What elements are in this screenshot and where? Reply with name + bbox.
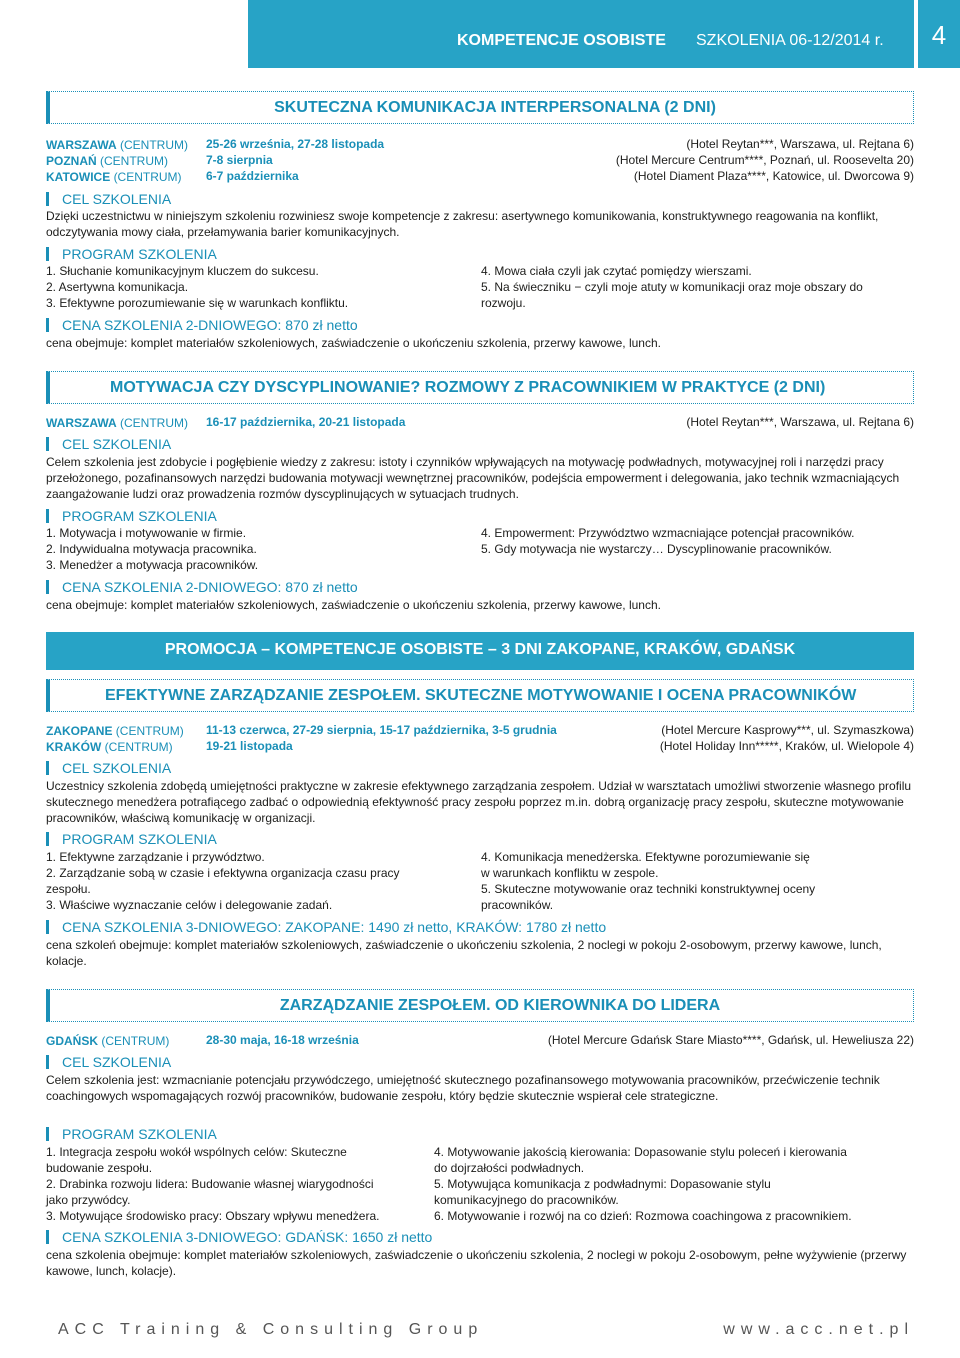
s3-dates-1: 11-13 czerwca, 27-29 sierpnia, 15-17 października, 3-5 grudnia [206, 723, 557, 737]
s3-dates-2: 19-21 listopada [206, 739, 293, 753]
s3-hotel-1: (Hotel Mercure Kasprowy***, ul. Szymaszkowa) [661, 723, 914, 737]
footer-website[interactable]: www.acc.net.pl [723, 1321, 914, 1338]
header-title: KOMPETENCJE OSOBISTE [457, 32, 666, 49]
s3-location-2: KRAKÓW (CENTRUM) [46, 740, 173, 754]
header-bar [248, 0, 914, 68]
s3-program-heading: PROGRAM SZKOLENIA [46, 832, 217, 846]
section-3-title-box [46, 679, 914, 712]
s1-cel-heading: CEL SZKOLENIA [46, 192, 171, 206]
s1-location-1: WARSZAWA (CENTRUM) [46, 138, 189, 152]
s1-location-3: KATOWICE (CENTRUM) [46, 170, 182, 184]
s4-program-right: 4. Motywowanie jakością kierowania: Dopasowanie stylu poleceń i kierowania do dojrzałości podwładnych. 5. Motywująca komunikacja z podwładnymi: Dopasowanie stylu komunikacyjnego do pracowników. 6. Motywowanie i rozwój na co dzień: Rozmowa coachingowa z pracownikiem. [434, 1145, 852, 1223]
s4-cel-heading: CEL SZKOLENIA [46, 1055, 171, 1069]
s2-cel-text: Celem szkolenia jest zdobycie i pogłębienie wiedzy z zakresu: istoty i czynników wpływających na motywację podwładnych, motywacyjnej roli i narzędzi pracy przełożonego, pozafinansowych narzędzi budowania motywacji wewnętrznej pracowników, podejścia empowerment i delegowania, jako technik wzmacniających zaangażowanie ludzi oraz prowadzenia rozmów dyscyplinujących w sytuacjach trudnych. [46, 455, 900, 501]
s3-location-1: ZAKOPANE (CENTRUM) [46, 724, 184, 738]
s1-dates-2: 7-8 sierpnia [206, 153, 273, 167]
s3-cel-heading: CEL SZKOLENIA [46, 761, 171, 775]
s4-dates-1: 28-30 maja, 16-18 września [206, 1033, 359, 1047]
s1-program-right: 4. Mowa ciała czyli jak czytać pomiędzy wierszami. 5. Na świeczniku − czyli moje atuty w komunikacji oraz moje obszary do rozwoju. [481, 264, 863, 310]
s4-hotel-1: (Hotel Mercure Gdańsk Stare Miasto****, Gdańsk, ul. Heweliusza 22) [547, 1033, 914, 1047]
section-1-title: SKUTECZNA KOMUNIKACJA INTERPERSONALNA (2 DNI) [274, 99, 716, 116]
s1-price-heading: CENA SZKOLENIA 2-DNIOWEGO: 870 zł netto [46, 318, 358, 332]
s4-price-heading: CENA SZKOLENIA 3-DNIOWEGO: GDAŃSK: 1650 zł netto [46, 1230, 432, 1244]
s2-program-right: 4. Empowerment: Przywództwo wzmacniające potencjał pracowników. 5. Gdy motywacja nie wystarczy… Dyscyplinowanie pracowników. [481, 526, 855, 556]
section-4-title-box [46, 989, 914, 1022]
s3-price-text: cena szkoleń obejmuje: komplet materiałów szkoleniowych, zaświadczenie o ukończeniu szkolenia, 2 noclegi w pokoju 2-osobowym, przerwy kawowe, lunch, kolacje. [46, 938, 882, 968]
s1-dates-3: 6-7 października [206, 169, 299, 183]
s1-hotel-3: (Hotel Diament Plaza****, Katowice, ul. Dworcowa 9) [633, 169, 914, 183]
s1-hotel-1: (Hotel Reytan***, Warszawa, ul. Rejtana 6) [686, 137, 914, 151]
s2-price-heading: CENA SZKOLENIA 2-DNIOWEGO: 870 zł netto [46, 580, 358, 594]
s4-price-text: cena szkolenia obejmuje: komplet materiałów szkoleniowych, zaświadczenie o ukończeniu szkolenia, 2 noclegi w pokoju 2-osobowym, pełne wyżywienie (przerwy kawowe, lunch, kolacje). [46, 1248, 907, 1278]
s2-dates-1: 16-17 października, 20-21 listopada [206, 415, 406, 429]
promo-banner: PROMOCJA – KOMPETENCJE OSOBISTE – 3 DNI ZAKOPANE, KRAKÓW, GDAŃSK [46, 632, 914, 670]
s3-cel-text: Uczestnicy szkolenia zdobędą umiejętności praktyczne w zakresie efektywnego zarządzania zespołem. Udział w warsztatach umożliwi stworzenie własnego profilu skutecznego menedżera potrafiącego zadbać o odpowiednią efektywność pracy zespołu poprzez m.in. dobrą organizację pracy zespołu, skuteczne motywowanie pracowników, właściwą komunikację w organizacji. [46, 779, 912, 825]
s2-location-1: WARSZAWA (CENTRUM) [46, 416, 189, 430]
s1-program-heading: PROGRAM SZKOLENIA [46, 247, 217, 261]
s3-price-heading: CENA SZKOLENIA 3-DNIOWEGO: ZAKOPANE: 1490 zł netto, KRAKÓW: 1780 zł netto [46, 920, 606, 934]
s1-program-left: 1. Słuchanie komunikacyjnym kluczem do sukcesu. 2. Asertywna komunikacja. 3. Efektywne porozumiewanie się w warunkach konfliktu. [46, 264, 349, 310]
section-4-title: ZARZĄDZANIE ZESPOŁEM. OD KIEROWNIKA DO LIDERA [279, 997, 721, 1014]
s2-price-text: cena obejmuje: komplet materiałów szkoleniowych, zaświadczenie o ukończeniu szkolenia, przerwy kawowe, lunch. [46, 598, 661, 612]
s1-location-2: POZNAŃ (CENTRUM) [46, 154, 169, 168]
s2-cel-heading: CEL SZKOLENIA [46, 437, 171, 451]
s4-program-left: 1. Integracja zespołu wokół wspólnych celów: Skuteczne budowanie zespołu. 2. Drabinka rozwoju lidera: Budowanie własnej wiarygodności jako przywódcy. 3. Motywujące środowisko pracy: Obszary wpływu menedżera. [46, 1145, 380, 1223]
s1-price-text: cena obejmuje: komplet materiałów szkoleniowych, zaświadczenie o ukończeniu szkolenia, przerwy kawowe, lunch. [46, 336, 661, 350]
s4-location-1: GDAŃSK (CENTRUM) [46, 1034, 170, 1048]
header-subtitle: SZKOLENIA 06-12/2014 r. [696, 32, 884, 49]
section-2-title-box [46, 371, 914, 404]
s1-hotel-2: (Hotel Mercure Centrum****, Poznań, ul. Roosevelta 20) [615, 153, 914, 167]
s1-dates-1: 25-26 września, 27-28 listopada [206, 137, 385, 151]
section-2-title: MOTYWACJA CZY DYSCYPLINOWANIE? ROZMOWY Z PRACOWNIKIEM W PRAKTYCE (2 DNI) [110, 379, 826, 396]
section-3-title: EFEKTYWNE ZARZĄDZANIE ZESPOŁEM. SKUTECZNE MOTYWOWANIE I OCENA PRACOWNIKÓW [105, 687, 857, 704]
page-number: 4 [918, 0, 960, 68]
s1-cel-text: Dzięki uczestnictwu w niniejszym szkoleniu rozwiniesz swoje kompetencje z zakresu: asertywnego komunikowania, konstruktywnego reagowania na konflikt, odczytywania mowy ciała, przełamywania barier komunikacyjnych. [46, 209, 879, 239]
s4-program-heading: PROGRAM SZKOLENIA [46, 1127, 217, 1141]
footer-company: ACC Training & Consulting Group [58, 1321, 484, 1338]
s4-cel-text: Celem szkolenia jest: wzmacnianie potencjału przywódczego, umiejętność skutecznego pozafinansowego motywowania pracowników, przećwiczenie technik coachingowych wspomagających rozwój pracowników, budowanie zespołu, który będzie skutecznie wspierał cele strategiczne. [46, 1073, 880, 1103]
s2-program-heading: PROGRAM SZKOLENIA [46, 509, 217, 523]
section-1-title-box [46, 91, 914, 124]
s3-hotel-2: (Hotel Holiday Inn*****, Kraków, ul. Wielopole 4) [659, 739, 914, 753]
s2-hotel-1: (Hotel Reytan***, Warszawa, ul. Rejtana 6) [686, 415, 914, 429]
s2-program-left: 1. Motywacja i motywowanie w firmie. 2. Indywidualna motywacja pracownika. 3. Menedżer a motywacja pracowników. [46, 526, 259, 572]
s3-program-right: 4. Komunikacja menedżerska. Efektywne porozumiewanie się w warunkach konfliktu w zespole. 5. Skuteczne motywowanie oraz techniki konstruktywnej oceny pracowników. [481, 850, 816, 912]
s3-program-left: 1. Efektywne zarządzanie i przywództwo. 2. Zarządzanie sobą w czasie i efektywna organizacja czasu pracy zespołu. 3. Właściwe wyznaczanie celów i delegowanie zadań. [46, 850, 400, 912]
